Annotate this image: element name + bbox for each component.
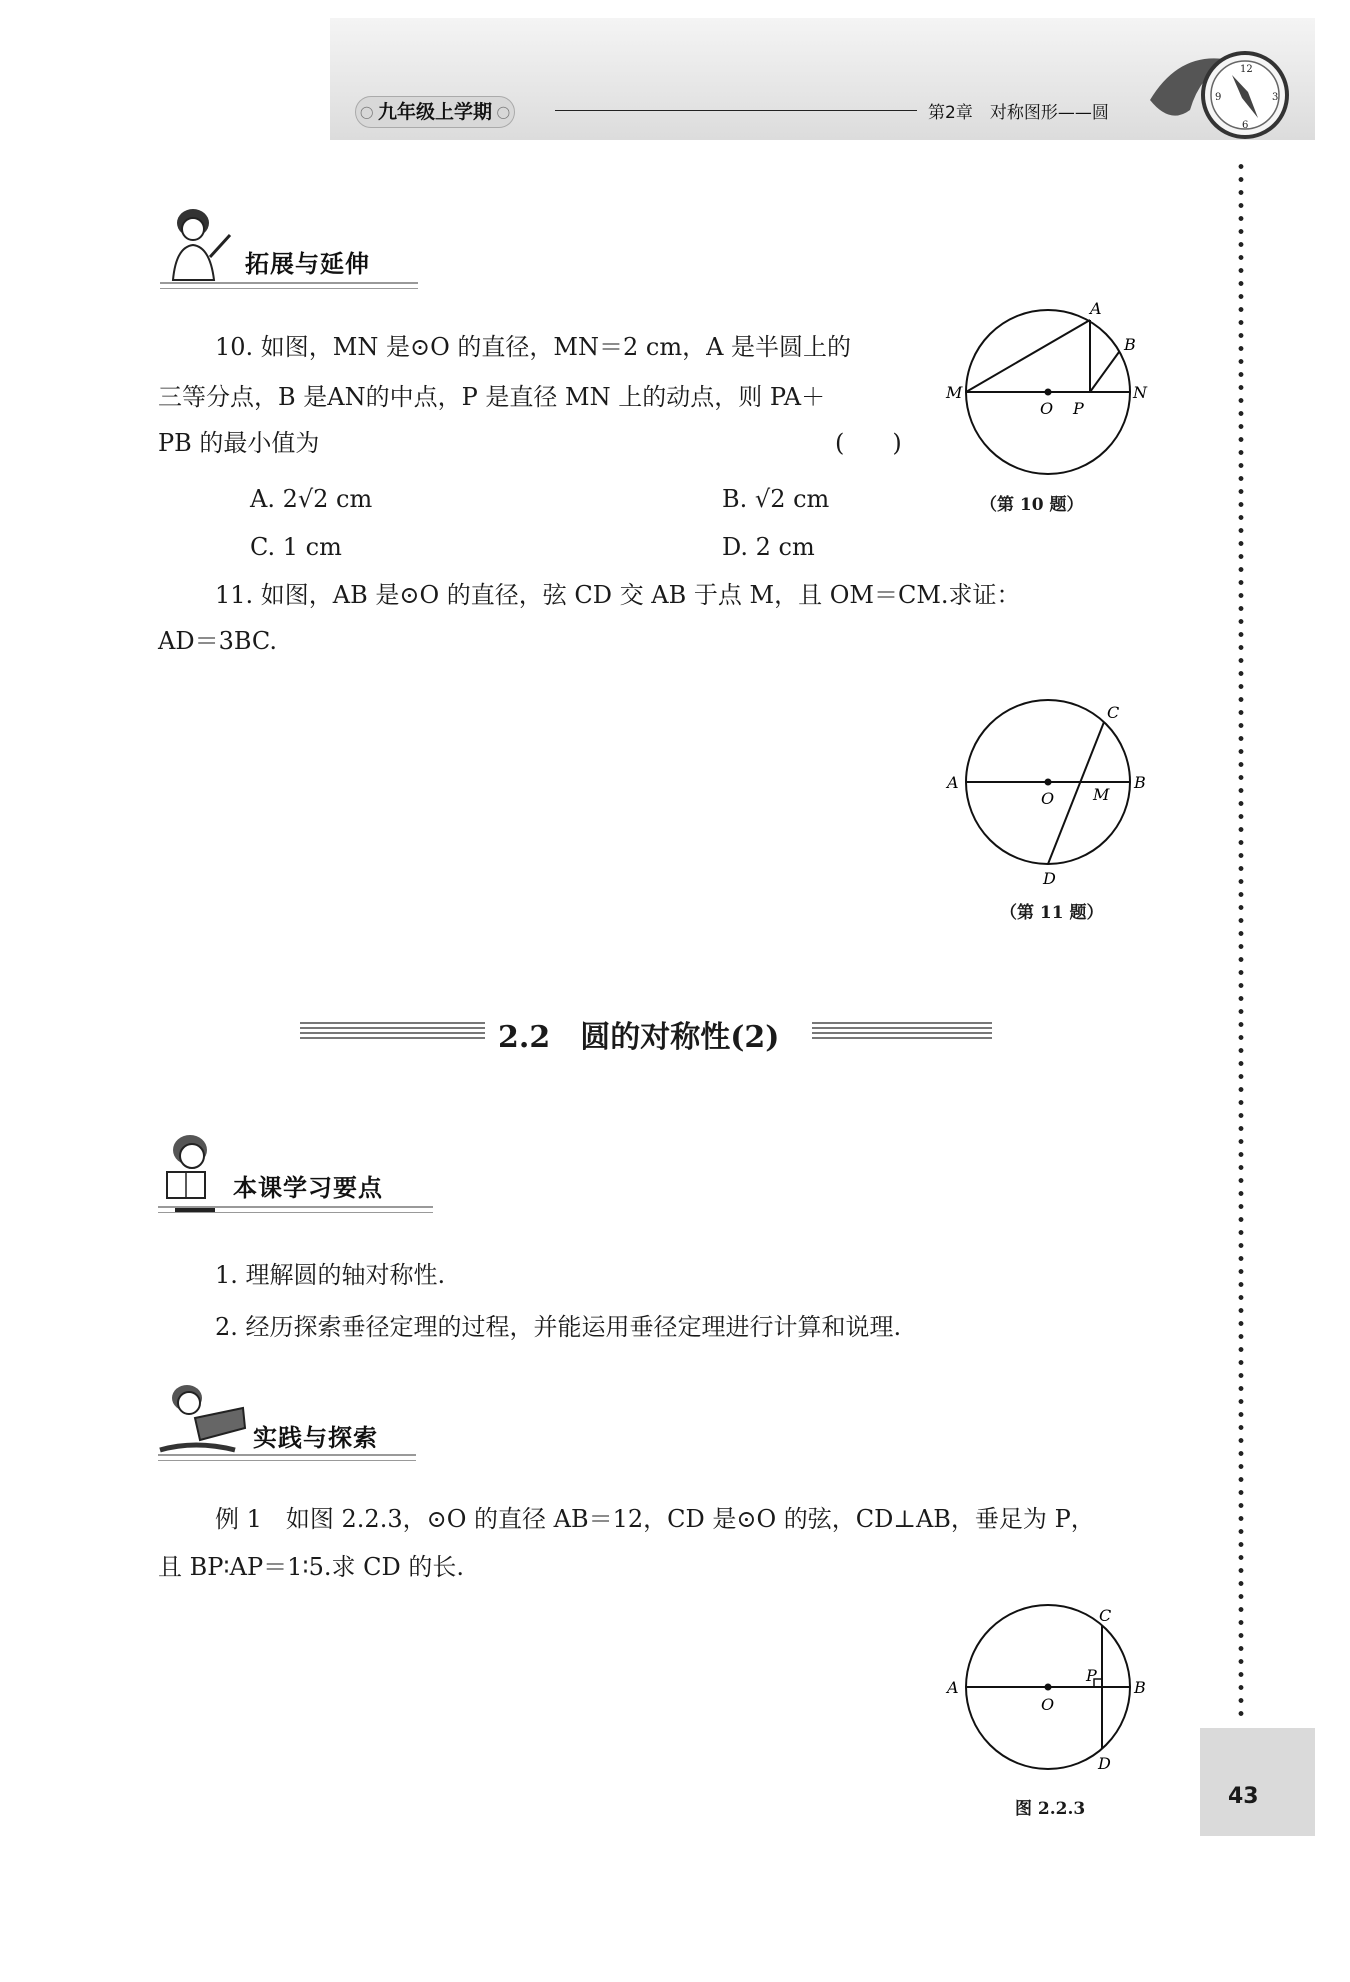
- q11-text-line1: 11. 如图，AB 是⊙O 的直径，弦 CD 交 AB 于点 M，且 OM＝CM.求证：: [215, 581, 1021, 609]
- section-practice-title: 实践与探索: [253, 1424, 378, 1452]
- header-rule: [555, 110, 917, 111]
- q10-text-line1: 10. 如图，MN 是⊙O 的直径，MN＝2 cm，A 是半圆上的: [215, 333, 852, 361]
- q11-label-b: B: [1134, 773, 1146, 792]
- q10-option-d: D. 2 cm: [722, 533, 815, 561]
- q11-label-m: M: [1093, 785, 1110, 804]
- example1-label-b: B: [1134, 1678, 1146, 1697]
- student-skating-icon: [155, 1378, 250, 1463]
- teacher-icon: [158, 205, 233, 285]
- example1-label-c: C: [1099, 1606, 1112, 1625]
- example1-figure: [945, 1595, 1145, 1790]
- svg-text:3: 3: [1272, 92, 1279, 103]
- q11-caption: （第 11 题）: [1000, 903, 1104, 923]
- q10-label-m: M: [946, 383, 963, 402]
- q10-option-a: A. 2√2 cm: [250, 485, 373, 513]
- example1-label-d: D: [1098, 1754, 1111, 1773]
- q10-caption: （第 10 题）: [980, 495, 1084, 515]
- title-stripes-left: [300, 1022, 485, 1042]
- svg-text:6: 6: [1242, 120, 1249, 131]
- section-keypoints-title: 本课学习要点: [233, 1174, 383, 1202]
- section-rule: [158, 1454, 416, 1456]
- page-number-box: [1200, 1728, 1315, 1836]
- q11-label-a: A: [947, 773, 959, 792]
- section-rule: [158, 1212, 433, 1213]
- section-rule: [160, 288, 418, 289]
- q11-label-o: O: [1041, 789, 1055, 808]
- example1-caption: 图 2.2.3: [1015, 1799, 1086, 1819]
- example1-text-line2: 且 BP∶AP＝1∶5.求 CD 的长.: [158, 1553, 465, 1581]
- q10-label-n: N: [1133, 383, 1147, 402]
- section-title: 2.2 圆的对称性(2): [498, 1020, 780, 1055]
- example1-label-a: A: [947, 1678, 959, 1697]
- q10-figure: [940, 299, 1147, 490]
- student-reading-icon: [155, 1130, 235, 1215]
- key-point-1: 1. 理解圆的轴对称性.: [215, 1261, 446, 1289]
- chapter-title: 第2章 对称图形——圆: [928, 103, 1109, 123]
- example1-text-line1: 例 1 如图 2.2.3，⊙O 的直径 AB＝12，CD 是⊙O 的弦，CD⊥AB，垂足为 P，: [215, 1505, 1095, 1533]
- margin-dot-line: [1238, 160, 1244, 1720]
- q10-text-line3: PB 的最小值为: [158, 429, 320, 457]
- q10-option-b: B. √2 cm: [722, 485, 830, 513]
- q11-text-line2: AD＝3BC.: [158, 627, 278, 655]
- svg-text:9: 9: [1215, 92, 1222, 103]
- section-rule: [158, 1460, 416, 1461]
- grade-label: ◯ 九年级上学期 ◯: [355, 96, 515, 128]
- q10-label-p: P: [1073, 399, 1084, 418]
- section-rule: [158, 1206, 433, 1208]
- key-point-2: 2. 经历探索垂径定理的过程，并能运用垂径定理进行计算和说理.: [215, 1313, 902, 1341]
- compass-clock-icon: [1140, 30, 1305, 140]
- q10-answer-bracket: ( ): [835, 429, 902, 457]
- q10-label-o: O: [1040, 399, 1054, 418]
- svg-text:12: 12: [1240, 64, 1253, 75]
- page-number: 43: [1228, 1784, 1259, 1809]
- title-stripes-right: [812, 1022, 992, 1042]
- q10-label-a: A: [1090, 299, 1102, 318]
- q11-figure: [945, 690, 1145, 890]
- q11-label-d: D: [1043, 869, 1056, 888]
- q10-label-b: B: [1124, 335, 1136, 354]
- section-extension-title: 拓展与延伸: [245, 250, 370, 278]
- section-rule: [160, 282, 418, 284]
- example1-label-p: P: [1086, 1666, 1097, 1685]
- q10-text-line2: 三等分点，B 是AN的中点，P 是直径 MN 上的动点，则 PA＋: [158, 383, 826, 411]
- example1-label-o: O: [1041, 1695, 1055, 1714]
- q11-label-c: C: [1107, 703, 1120, 722]
- q10-option-c: C. 1 cm: [250, 533, 342, 561]
